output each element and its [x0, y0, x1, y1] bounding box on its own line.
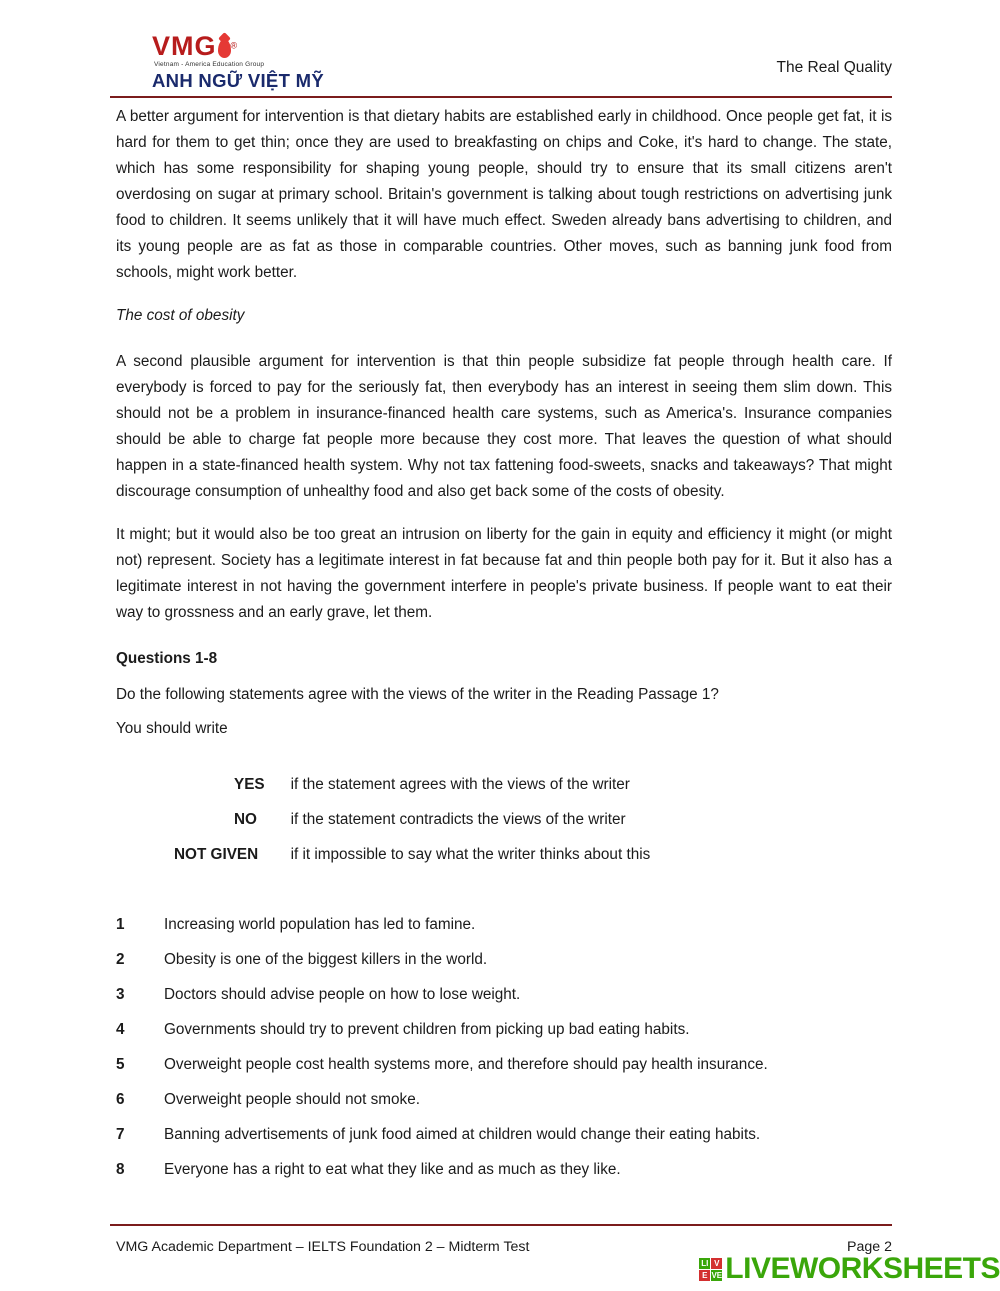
statement-text: Governments should try to prevent children from picking up bad eating habits.: [164, 1021, 690, 1038]
badge-cell-li: LI: [701, 1258, 709, 1268]
logo-subtitle: Vietnam - America Education Group: [154, 61, 265, 68]
liveworksheets-badge-icon: [699, 1258, 722, 1281]
footer-text: VMG Academic Department – IELTS Foundation 2 – Midterm Test: [116, 1239, 530, 1255]
section-heading-cost-of-obesity: The cost of obesity: [116, 307, 245, 324]
statement-number: 8: [116, 1161, 125, 1178]
list-item: [116, 1158, 892, 1182]
statement-number: 2: [116, 951, 125, 968]
header-divider: [110, 96, 892, 98]
statements-list: [116, 913, 892, 1182]
paragraph-3: It might; but it would also be too great an intrusion on liberty for the gain in equity and efficiency it might (or might not) represent. Society has a legitimate interest in fat because fat and thin people both pay for it. But it also has a legitimate interest in not having the government interfere in people's private business. If people want to eat their way to grossness and an early grave, let them.: [116, 526, 892, 621]
page-header: [0, 26, 1000, 92]
key-row-not-given: [174, 842, 650, 877]
key-row-yes: [174, 772, 650, 807]
key-description-no: if the statement contradicts the views of the writer: [290, 811, 626, 828]
list-item: [116, 1123, 892, 1147]
statement-text: Everyone has a right to eat what they like and as much as they like.: [164, 1161, 621, 1178]
badge-cell-v: V: [711, 1258, 722, 1269]
questions-title: Questions 1-8: [116, 650, 218, 667]
questions-instruction: Do the following statements agree with the views of the writer in the Reading Passage 1?: [116, 686, 719, 703]
list-item: [116, 983, 892, 1007]
liveworksheets-wordmark: LIVEWORKSHEETS: [725, 1252, 1000, 1285]
statement-text: Increasing world population has led to famine.: [164, 916, 476, 933]
paragraph-1: A better argument for intervention is that dietary habits are established early in childhood. Once people get fat, it is hard for them to get thin; once they are used to breakfasting on chips and Coke, it's hard to change. The state, which has some responsibility for shaping young people, should try to ensure that its small citizens aren't overdosing on sugar at primary school. Britain's government is talking about tough restrictions on advertising junk food to children. It seems unlikely that it will have much effect. Sweden already bans advertising to children, and its young people are as fat as those in comparable countries. Other moves, such as banning junk food from schools, might work better.: [116, 108, 892, 281]
logo-vietnamese-name: ANH NGỮ VIỆT MỸ: [152, 70, 324, 91]
key-label-yes: YES: [234, 776, 265, 793]
statement-number: 6: [116, 1091, 125, 1108]
key-label-no: NO: [234, 811, 257, 828]
logo-droplet-icon: [218, 39, 231, 58]
liveworksheets-watermark: [699, 1249, 1000, 1289]
questions-prompt: You should write: [116, 720, 228, 737]
key-row-no: [174, 807, 650, 842]
statement-number: 3: [116, 986, 125, 1003]
paragraph-2: A second plausible argument for intervention is that thin people subsidize fat people through health care. If everybody is forced to pay for the seriously fat, then everybody has an interest in seeing them slim down. This should not be a problem in insurance-financed health care systems, such as America's. Insurance companies should be able to charge fat people more because they cost more. That leaves the question of what should happen in a state-financed health system. Why not tax fattening food-sweets, snacks and takeaways? That might discourage consumption of unhealthy food and also get back some of the costs of obesity.: [116, 353, 892, 500]
logo-main-text: VMG: [152, 31, 217, 61]
logo-registered-mark: ®: [230, 40, 238, 51]
document-content: [116, 104, 892, 1193]
statement-number: 7: [116, 1126, 125, 1143]
header-tagline: The Real Quality: [776, 59, 892, 76]
badge-cell-e: E: [699, 1270, 710, 1281]
statement-text: Overweight people cost health systems more, and therefore should pay health insurance.: [164, 1056, 768, 1073]
list-item: [116, 1088, 892, 1112]
statement-text: Banning advertisements of junk food aimed at children would change their eating habits.: [164, 1126, 761, 1143]
statement-text: Overweight people should not smoke.: [164, 1091, 420, 1108]
key-description-yes: if the statement agrees with the views of the writer: [290, 776, 630, 793]
statement-number: 1: [116, 916, 125, 933]
statement-text: Doctors should advise people on how to lose weight.: [164, 986, 521, 1003]
key-description-not-given: if it impossible to say what the writer thinks about this: [290, 846, 651, 863]
statement-number: 4: [116, 1021, 125, 1038]
answer-key-table: [174, 772, 650, 877]
key-label-not-given: NOT GIVEN: [174, 846, 259, 863]
badge-cell-ve: VE: [711, 1270, 723, 1280]
list-item: [116, 1053, 892, 1077]
list-item: [116, 913, 892, 937]
list-item: [116, 1018, 892, 1042]
list-item: [116, 948, 892, 972]
statement-number: 5: [116, 1056, 125, 1073]
vmg-logo: [152, 32, 382, 92]
statement-text: Obesity is one of the biggest killers in the world.: [164, 951, 488, 968]
logo-wordmark: [152, 32, 382, 60]
page-number: Page 2: [847, 1239, 892, 1255]
footer-divider: [110, 1224, 892, 1226]
